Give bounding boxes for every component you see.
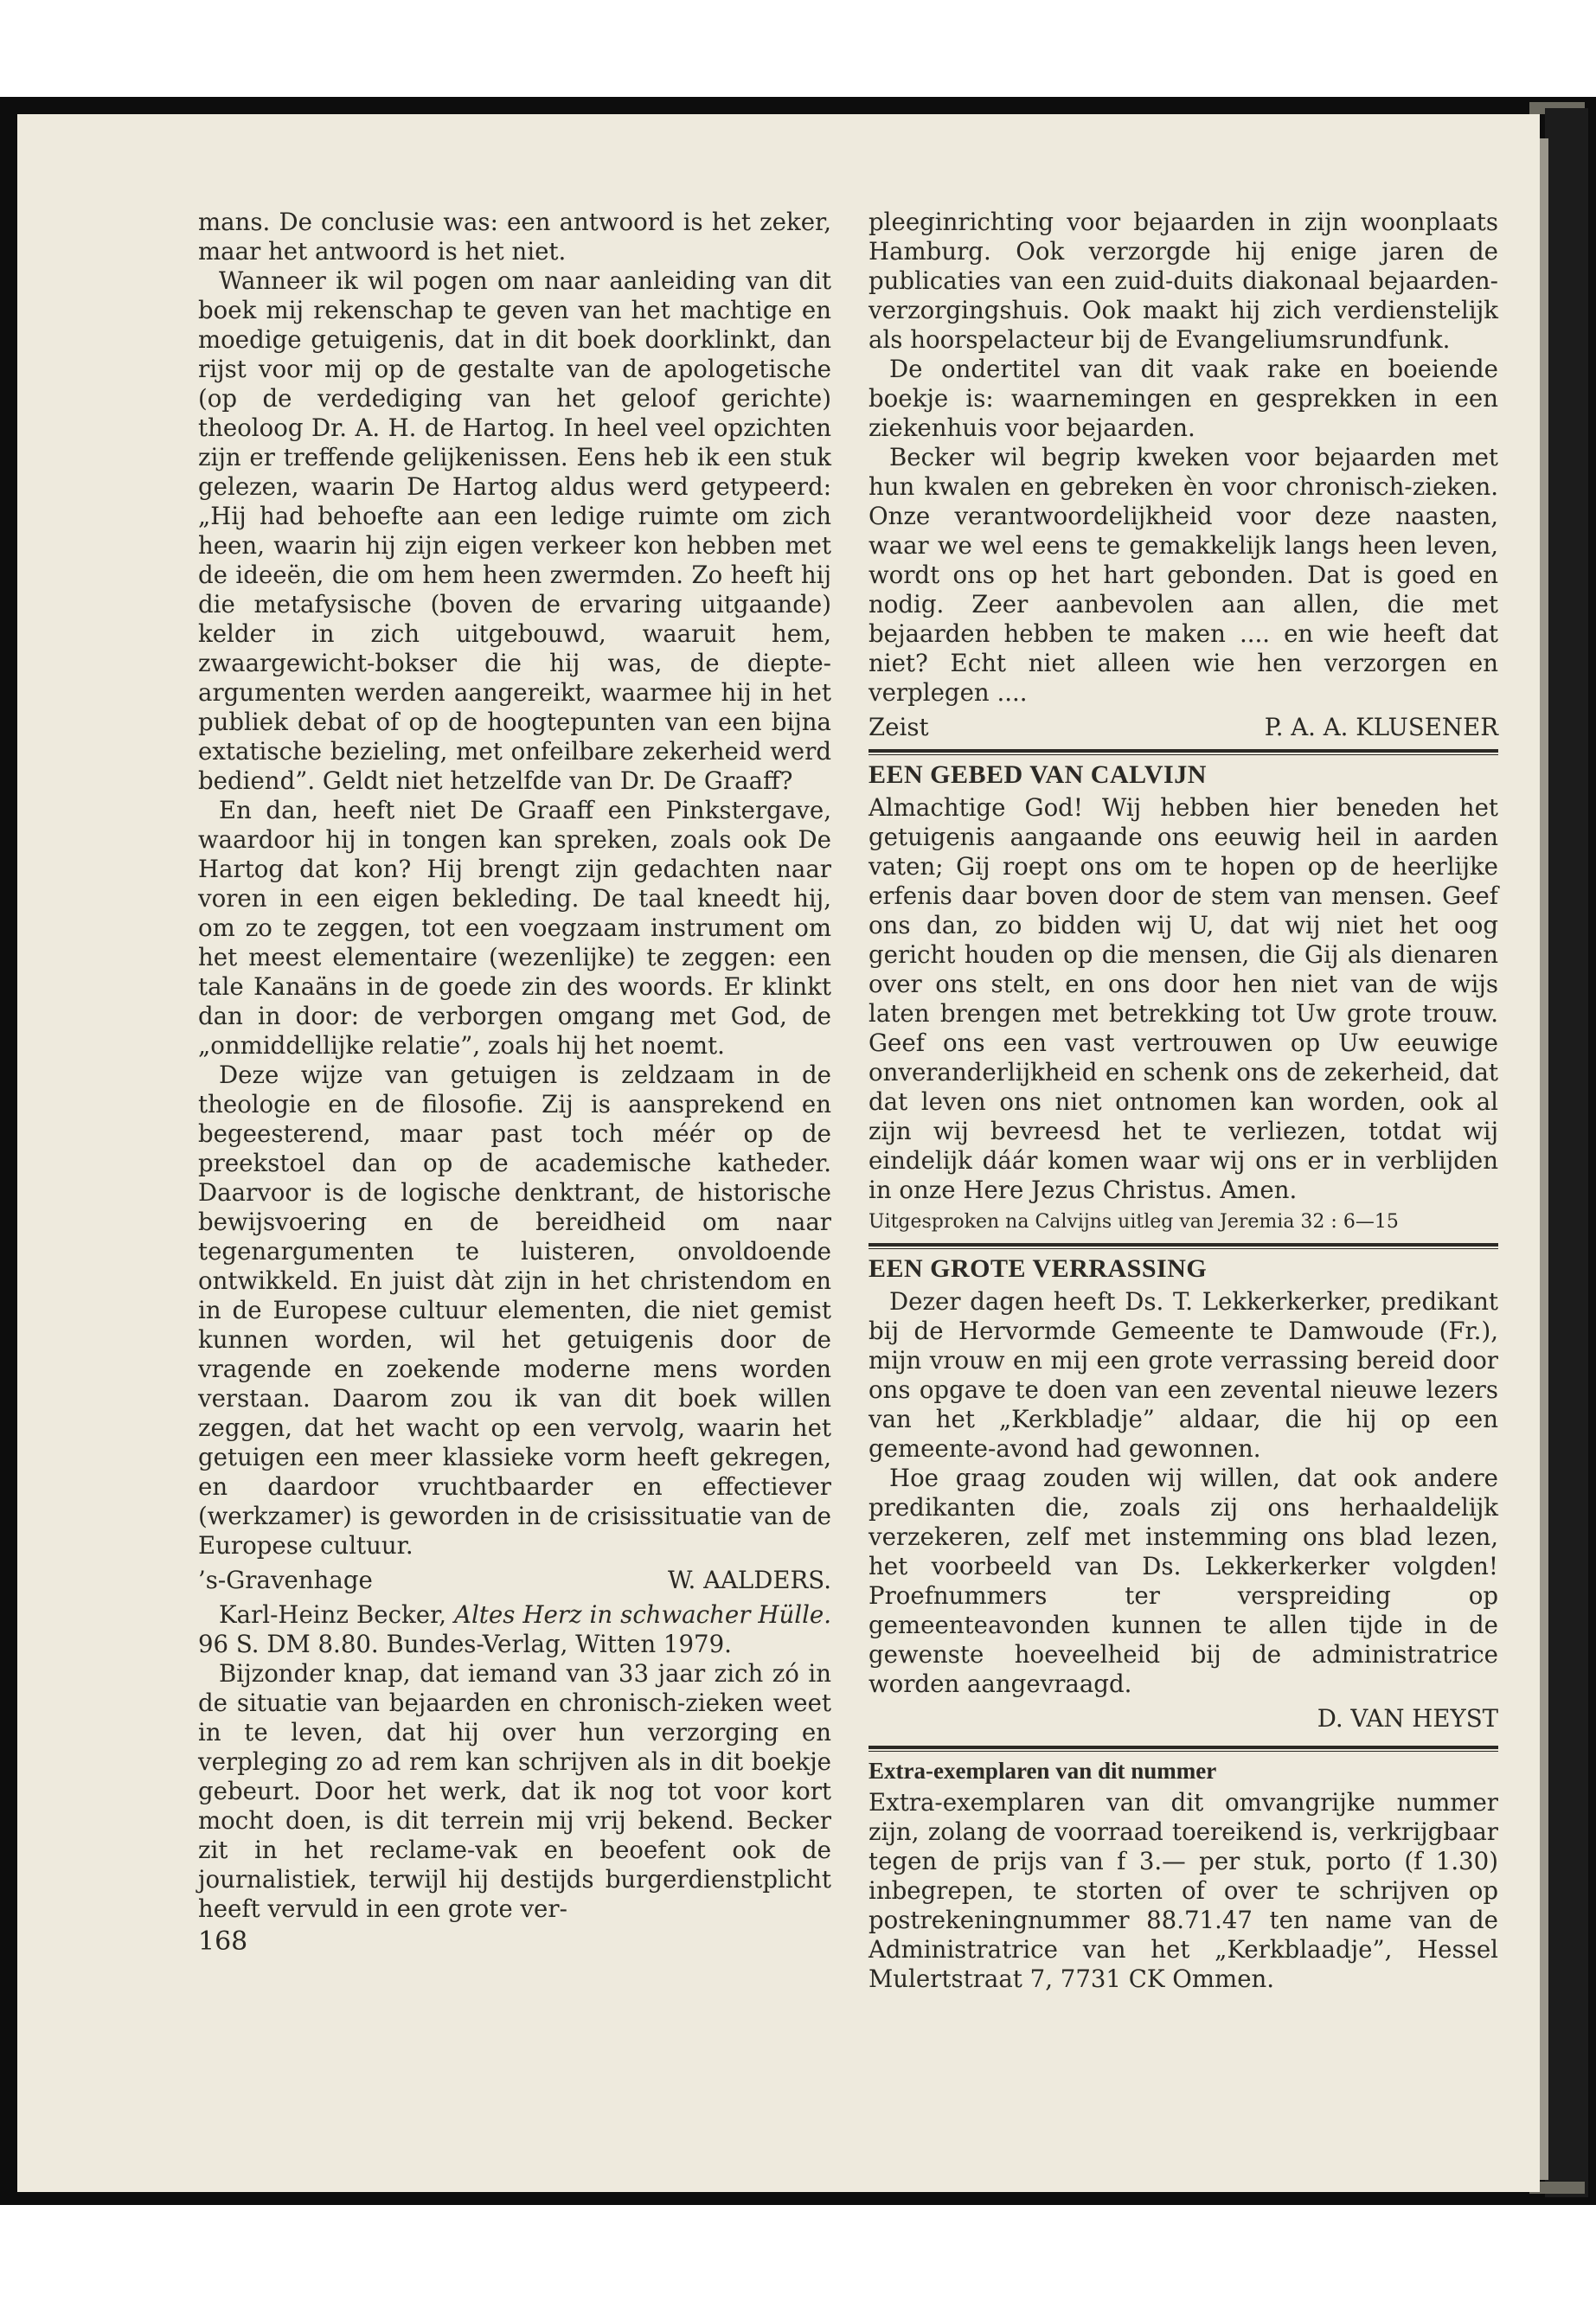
signature-name-right: P. A. A. KLUSENER xyxy=(1264,713,1498,741)
calvin-prayer-text: Almachtige God! Wij hebben hier beneden het getuigenis aangaande ons eeuwig heil in aarden vaten; Gij roept ons om te hopen op de heerlijke erfenis daar boven door de stem van mensen. Geef ons dan, zo bidden wij U, dat wij niet het oog gericht houden op die mensen, die Gij als dienaren over ons stelt, en ons door hen niet van de wijs laten brengen met betrekking tot Uw grote trouw. Geef ons een vast vertrouwen op Uw eeuwige onveranderlijkheid en schenk ons de zekerheid, dat dat leven ons niet ontnomen kan worden, ook al zijn wij bevreesd het te verliezen, totdat wij eindelijk dáár komen waar wij ons er in verblijden in onze Here Jezus Christus. Amen. xyxy=(869,793,1498,1204)
left-paragraph-4: Deze wijze van getuigen is zeldzaam in de theologie en de filosofie. Zij is aansprekend en begeesterend, maar past toch méér op de preekstoel dan op de academische katheder. Daarvoor is de logische denktrant, de historische bewijsvoering en de bereidheid om naar tegenargumenten te luisteren, onvoldoende ontwikkeld. En juist dàt zijn in het christendom en in de Europese cultuur elementen, die niet gemist kunnen worden, wil het getuigenis door de vragende en zoekende moderne mens worden verstaan. Daarom zou ik van dit boek willen zeggen, dat het wacht op een vervolg, waarin het getuigen een meer klassieke vorm heeft gekregen, en daardoor vruchtbaarder en effectiever (werkzamer) is geworden in de crisissituatie van de Europese cultuur. xyxy=(198,1061,831,1560)
left-paragraph-2: Wanneer ik wil pogen om naar aanleiding van dit boek mij rekenschap te geven van het machtige en moedige getuigenis, dat in dit boek doorklinkt, dan rijst voor mij op de gestalte van de apologetische (op de verdediging van het geloof gerichte) theoloog Dr. A. H. de Hartog. In heel veel opzichten zijn er treffende gelijkenissen. Eens heb ik een stuk gelezen, waarin De Hartog aldus werd getypeerd: „Hij had behoefte aan een ledige ruimte om zich heen, waarin hij zijn eigen verkeer kon hebben met de ideeën, die om hem heen zwermden. Zo heeft hij die metafysische (boven de ervaring uitgaande) kelder in zich uitgebouwd, waaruit hem, zwaargewicht-bokser die hij was, de diepte-argumenten werden aangereikt, waarmee hij in het publiek debat of op de hoogtepunten van een bijna extatische bezieling, met onfeilbare zekerheid werd bediend”. Geldt niet hetzelfde van Dr. De Graaff? xyxy=(198,266,831,795)
review-signature xyxy=(198,1566,831,1595)
book-title: Altes Herz in schwacher Hülle. xyxy=(454,1600,831,1629)
page-number: 168 xyxy=(198,1926,248,1957)
book-author: Karl-Heinz Becker, xyxy=(219,1600,447,1629)
book-details: 96 S. DM 8.80. Bundes-Verlag, Witten 1979. xyxy=(198,1630,732,1658)
section-rule-heavy-2 xyxy=(869,1243,1498,1247)
section-rule-thin-1 xyxy=(869,754,1498,755)
right-paragraph-2: De ondertitel van dit vaak rake en boeiende boekje is: waarnemingen en gesprekken in een ziekenhuis voor bejaarden. xyxy=(869,355,1498,442)
surprise-paragraph-1: Dezer dagen heeft Ds. T. Lekkerkerker, predikant bij de Hervormde Gemeente te Damwoude (Fr.), mijn vrouw en mij een grote verrassing bereid door ons opgave te doen van een zevental nieuwe lezers van het „Kerkbladje” aldaar, die hij op een gemeente-avond had gewonnen. xyxy=(869,1287,1498,1463)
section-rule-heavy-1 xyxy=(869,749,1498,753)
calvin-prayer-source: Uitgesproken na Calvijns uitleg van Jeremia 32 : 6—15 xyxy=(869,1211,1399,1233)
signature-place: ’s-Gravenhage xyxy=(198,1566,373,1594)
extra-copies-text: Extra-exemplaren van dit omvangrijke nummer zijn, zolang de voorraad toereikend is, verkrijgbaar tegen de prijs van f 3.— per stuk, porto (f 1.30) inbegrepen, te storten of over te schrijven op postrekeningnummer 88.71.47 ten name van de Administratrice van het „Kerkblaadje”, Hessel Mulertstraat 7, 7731 CK Ommen. xyxy=(869,1788,1498,1993)
left-paragraph-5: Bijzonder knap, dat iemand van 33 jaar zich zó in de situatie van bejaarden en chronisch-zieken weet in te leven, dat hij over hun verzorging en verpleging zo ad rem kan schrijven als in dit boekje gebeurt. Door het werk, dat ik nog tot voor kort mocht doen, is dit terrein mij vrij bekend. Becker zit in het reclame-vak en beoefent ook de journalistiek, terwijl hij destijds burgerdienstplicht heeft vervuld in een grote ver- xyxy=(198,1659,831,1923)
left-paragraph-1: mans. De conclusie was: een antwoord is het zeker, maar het antwoord is het niet. xyxy=(198,208,831,266)
surprise-signature-name: D. VAN HEYST xyxy=(1317,1704,1498,1733)
surprise-heading: EEN GROTE VERRASSING xyxy=(869,1254,1208,1283)
section-rule-heavy-3 xyxy=(869,1746,1498,1749)
calvin-prayer-heading: EEN GEBED VAN CALVIJN xyxy=(869,760,1207,789)
book-edge xyxy=(1545,108,1588,2197)
signature-place-right: Zeist xyxy=(869,713,929,741)
surprise-signature xyxy=(869,1704,1498,1734)
right-paragraph-1: pleeginrichting voor bejaarden in zijn woonplaats Hamburg. Ook verzorgde hij enige jaren de publicaties van een zuid-duits diakonaal bejaarden-verzorgingshuis. Ook maakt hij zich verdienstelijk als hoorspelacteur bij de Evangeliumsrundfunk. xyxy=(869,208,1498,354)
section-rule-thin-3 xyxy=(869,1751,1498,1752)
right-paragraph-3: Becker wil begrip kweken voor bejaarden met hun kwalen en gebreken èn voor chronisch-zieken. Onze verantwoordelijkheid voor deze naasten, waar we wel eens te gemakkelijk langs heen leven, wordt ons op het hart gebonden. Dat is goed en nodig. Zeer aanbevolen aan allen, die met bejaarden hebben te maken .... en wie heeft dat niet? Echt niet alleen wie hen verzorgen en verplegen .... xyxy=(869,443,1498,707)
review-signature-right xyxy=(869,713,1498,742)
page-edge-strip xyxy=(1540,138,1548,2180)
right-column xyxy=(869,208,1498,1994)
surprise-paragraph-2: Hoe graag zouden wij willen, dat ook andere predikanten die, zoals zij ons herhaaldelijk verzekeren, zelf met instemming ons blad lezen, het voorbeeld van Ds. Lekkerkerker volgden! Proefnummers ter verspreiding op gemeenteavonden kunnen te allen tijde in de gewenste hoeveelheid bij de administratrice worden aangevraagd. xyxy=(869,1464,1498,1698)
signature-name: W. AALDERS. xyxy=(668,1566,831,1594)
section-rule-thin-2 xyxy=(869,1248,1498,1249)
left-paragraph-3: En dan, heeft niet De Graaff een Pinkstergave, waardoor hij in tongen kan spreken, zoals ook De Hartog dat kon? Hij brengt zijn gedachten naar voren in een eigen bekleding. De taal kneedt hij, om zo te zeggen, tot een voegzaam instrument om het meest elementaire (wezenlijke) te zeggen: een tale Kanaäns in de goede zin des woords. Er klinkt dan in door: de verborgen omgang met God, de „onmiddellijke relatie”, zoals hij het noemt. xyxy=(198,796,831,1060)
extra-copies-heading: Extra-exemplaren van dit nummer xyxy=(869,1758,1217,1784)
left-column xyxy=(198,208,831,1957)
book-citation xyxy=(198,1600,831,1659)
